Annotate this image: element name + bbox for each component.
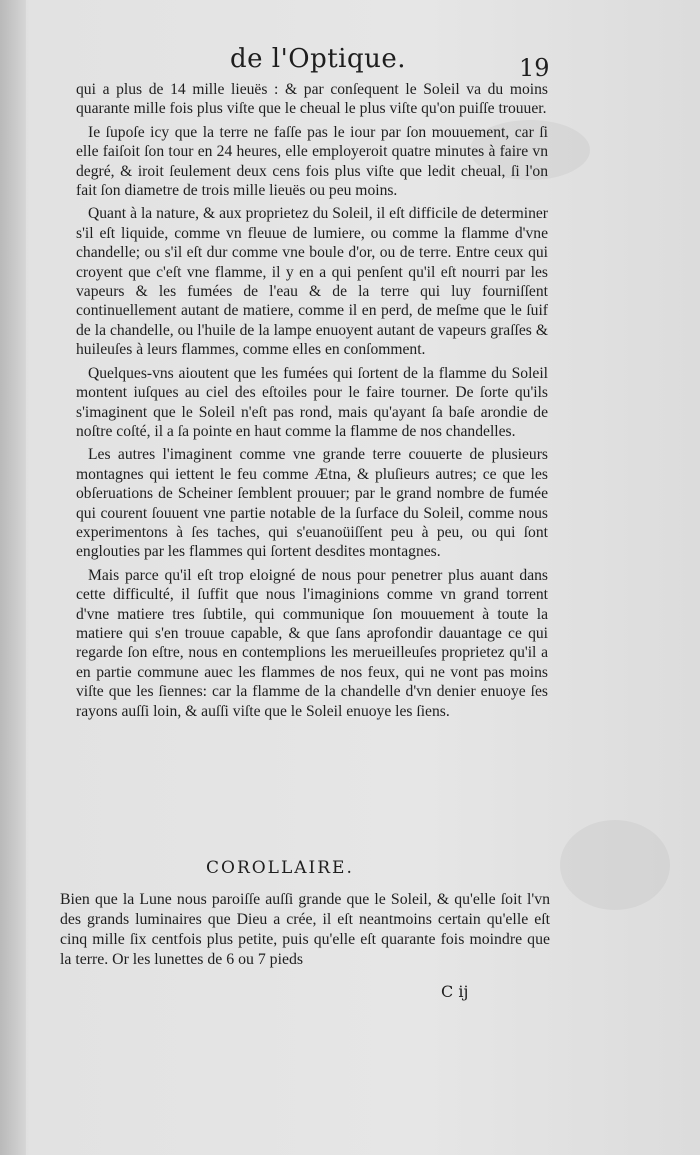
paragraph: Les autres l'imaginent comme vne grande terre couuerte de plusieurs montagnes qui iettent le feu comme Ætna, & pluſieurs autres; ce que les obſeruations de Scheiner ſemblent prouuer; par le grand nombre de fumée qui courent ſouuent vne partie notable de la ſurface du Soleil, comme nous experimentons à ſes taches, qui s'euanoüiſſent peu à peu, ou qui ſont englouties par les flammes qui ſortent desdites montagnes. (76, 446, 548, 561)
page-gutter (0, 0, 26, 1155)
paragraph: Ie ſupoſe icy que la terre ne faſſe pas le iour par ſon mouuement, car ſi elle faiſoit ſon tour en 24 heures, elle employeroit quatre minutes à faire vn degré, & iroit ſeulement deux cens fois plus viſte que ledit cheual, ſi l'on fait ſon diametre de trois mille lieuës ou peu moins. (76, 123, 548, 200)
signature-mark: C ij (441, 982, 469, 1001)
corollaire-text: Bien que la Lune nous paroiſſe auſſi grande que le Soleil, & qu'elle ſoit l'vn des grands luminaires que Dieu a crée, il eſt neantmoins certain qu'elle eſt cinq mille ſix centfois plus petite, puis qu'elle eſt quarante fois moindre que la terre. Or les lunettes de 6 ou 7 pieds (60, 891, 550, 968)
paragraph: Quant à la nature, & aux proprietez du Soleil, il eſt difficile de determiner s'il eſt liquide, comme vn fleuue de lumiere, ou comme la flamme d'vne chandelle; ou s'il eſt dur comme vne boule d'or, ou de terre. Entre ceux qui croyent que c'eſt vne flamme, il y en a qui penſent qu'il eſt nourri par les vapeurs & les fumées de l'eau & de la terre qui luy fourniſſent continuellement autant de matiere, comme il en perd, de meſme que le ſuif de la chandelle, ou l'huile de la lampe enuoyent autant de vapeurs graſſes & huileuſes à leurs flammes, comme elles en conſomment. (76, 205, 548, 359)
paragraph: Mais parce qu'il eſt trop eloigné de nous pour penetrer plus auant dans cette difficulté, il ſuffit que nous l'imaginions comme vn grand torrent d'vne matiere tres ſubtile, qui communique ſon mouuement à toute la matiere qui s'en trouue capable, & que ſans aprofondir dauantage ce qui regarde ſon eſtre, nous en contemplions les merueilleuſes proprietez qu'il a en partie commune auec les flammes de nos feux, qui ne vont pas moins viſte que les ſiennes: car la flamme de la chandelle d'vn denier enuoye ſes rayons auſſi loin, & auſſi viſte que le Soleil enuoye les ſiens. (76, 566, 548, 720)
running-title: de l'Optique. (230, 44, 407, 74)
paragraph: Quelques-vns aioutent que les fumées qui ſortent de la flamme du Soleil montent iuſques au ciel des eſtoiles pour le faire tourner. De ſorte qu'ils s'imaginent que le Soleil n'eſt pas rond, mais qu'ayant ſa baſe arondie de noſtre coſté, il a ſa pointe en haut comme la flamme de nos chandelles. (76, 364, 548, 440)
main-text (76, 80, 548, 725)
page-number: 19 (519, 54, 550, 82)
paragraph: qui a plus de 14 mille lieuës : & par conſequent le Soleil va du moins quarante mille fois plus viſte que le cheual le plus viſte qu'on puiſſe trouuer. (76, 81, 548, 118)
paper-stain (560, 820, 670, 910)
section-heading: COROLLAIRE. (206, 858, 354, 878)
